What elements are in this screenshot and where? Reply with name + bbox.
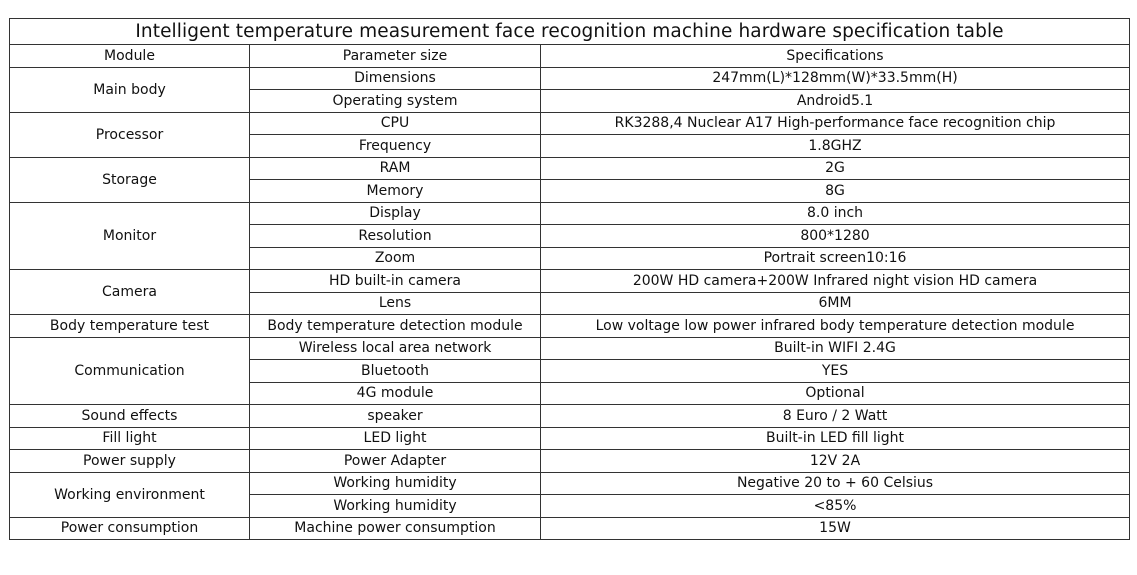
specification-cell: 12V 2A — [541, 450, 1130, 473]
module-cell: Sound effects — [10, 405, 250, 428]
specification-cell: <85% — [541, 495, 1130, 518]
specification-cell: Android5.1 — [541, 90, 1130, 113]
specification-cell: 6MM — [541, 292, 1130, 315]
table-row — [10, 517, 1130, 540]
parameter-cell: Display — [250, 202, 541, 225]
specification-cell: Low voltage low power infrared body temperature detection module — [541, 315, 1130, 338]
specification-cell: 200W HD camera+200W Infrared night vision HD camera — [541, 270, 1130, 293]
parameter-cell: Frequency — [250, 135, 541, 158]
parameter-cell: Memory — [250, 180, 541, 203]
table-row — [10, 202, 1130, 225]
parameter-cell: Resolution — [250, 225, 541, 248]
header-row — [10, 45, 1130, 68]
table-row — [10, 427, 1130, 450]
specification-cell: 1.8GHZ — [541, 135, 1130, 158]
specification-cell: 2G — [541, 157, 1130, 180]
specification-cell: Optional — [541, 382, 1130, 405]
table-row — [10, 315, 1130, 338]
table-title: Intelligent temperature measurement face recognition machine hardware specification table — [10, 19, 1130, 45]
specification-cell: 8G — [541, 180, 1130, 203]
module-cell: Communication — [10, 337, 250, 405]
table-row — [10, 67, 1130, 90]
parameter-cell: Dimensions — [250, 67, 541, 90]
specification-cell: Portrait screen10:16 — [541, 247, 1130, 270]
module-cell: Fill light — [10, 427, 250, 450]
title-row — [10, 19, 1130, 45]
parameter-cell: Power Adapter — [250, 450, 541, 473]
specification-cell: Built-in WIFI 2.4G — [541, 337, 1130, 360]
table-row — [10, 472, 1130, 495]
table-row — [10, 450, 1130, 473]
specification-cell: 8.0 inch — [541, 202, 1130, 225]
table-row — [10, 337, 1130, 360]
module-cell: Power supply — [10, 450, 250, 473]
specification-cell: Built-in LED fill light — [541, 427, 1130, 450]
table-row — [10, 157, 1130, 180]
specification-cell: RK3288,4 Nuclear A17 High-performance face recognition chip — [541, 112, 1130, 135]
parameter-cell: HD built-in camera — [250, 270, 541, 293]
module-cell: Processor — [10, 112, 250, 157]
parameter-cell: Operating system — [250, 90, 541, 113]
parameter-cell: Machine power consumption — [250, 517, 541, 540]
parameter-cell: 4G module — [250, 382, 541, 405]
header-module: Module — [10, 45, 250, 68]
module-cell: Main body — [10, 67, 250, 112]
module-cell: Monitor — [10, 202, 250, 270]
parameter-cell: Working humidity — [250, 472, 541, 495]
specification-cell: Negative 20 to + 60 Celsius — [541, 472, 1130, 495]
specification-cell: 15W — [541, 517, 1130, 540]
parameter-cell: speaker — [250, 405, 541, 428]
table-row — [10, 405, 1130, 428]
specification-cell: 8 Euro / 2 Watt — [541, 405, 1130, 428]
table-row — [10, 112, 1130, 135]
parameter-cell: Bluetooth — [250, 360, 541, 383]
module-cell: Power consumption — [10, 517, 250, 540]
parameter-cell: Zoom — [250, 247, 541, 270]
table-row — [10, 270, 1130, 293]
module-cell: Working environment — [10, 472, 250, 517]
parameter-cell: Lens — [250, 292, 541, 315]
header-specifications: Specifications — [541, 45, 1130, 68]
module-cell: Storage — [10, 157, 250, 202]
parameter-cell: LED light — [250, 427, 541, 450]
specification-cell: YES — [541, 360, 1130, 383]
specification-cell: 247mm(L)*128mm(W)*33.5mm(H) — [541, 67, 1130, 90]
module-cell: Body temperature test — [10, 315, 250, 338]
spec-table — [9, 18, 1130, 540]
module-cell: Camera — [10, 270, 250, 315]
parameter-cell: Working humidity — [250, 495, 541, 518]
parameter-cell: Wireless local area network — [250, 337, 541, 360]
parameter-cell: RAM — [250, 157, 541, 180]
parameter-cell: CPU — [250, 112, 541, 135]
specification-cell: 800*1280 — [541, 225, 1130, 248]
spec-table-body — [10, 19, 1130, 540]
header-parameter: Parameter size — [250, 45, 541, 68]
parameter-cell: Body temperature detection module — [250, 315, 541, 338]
